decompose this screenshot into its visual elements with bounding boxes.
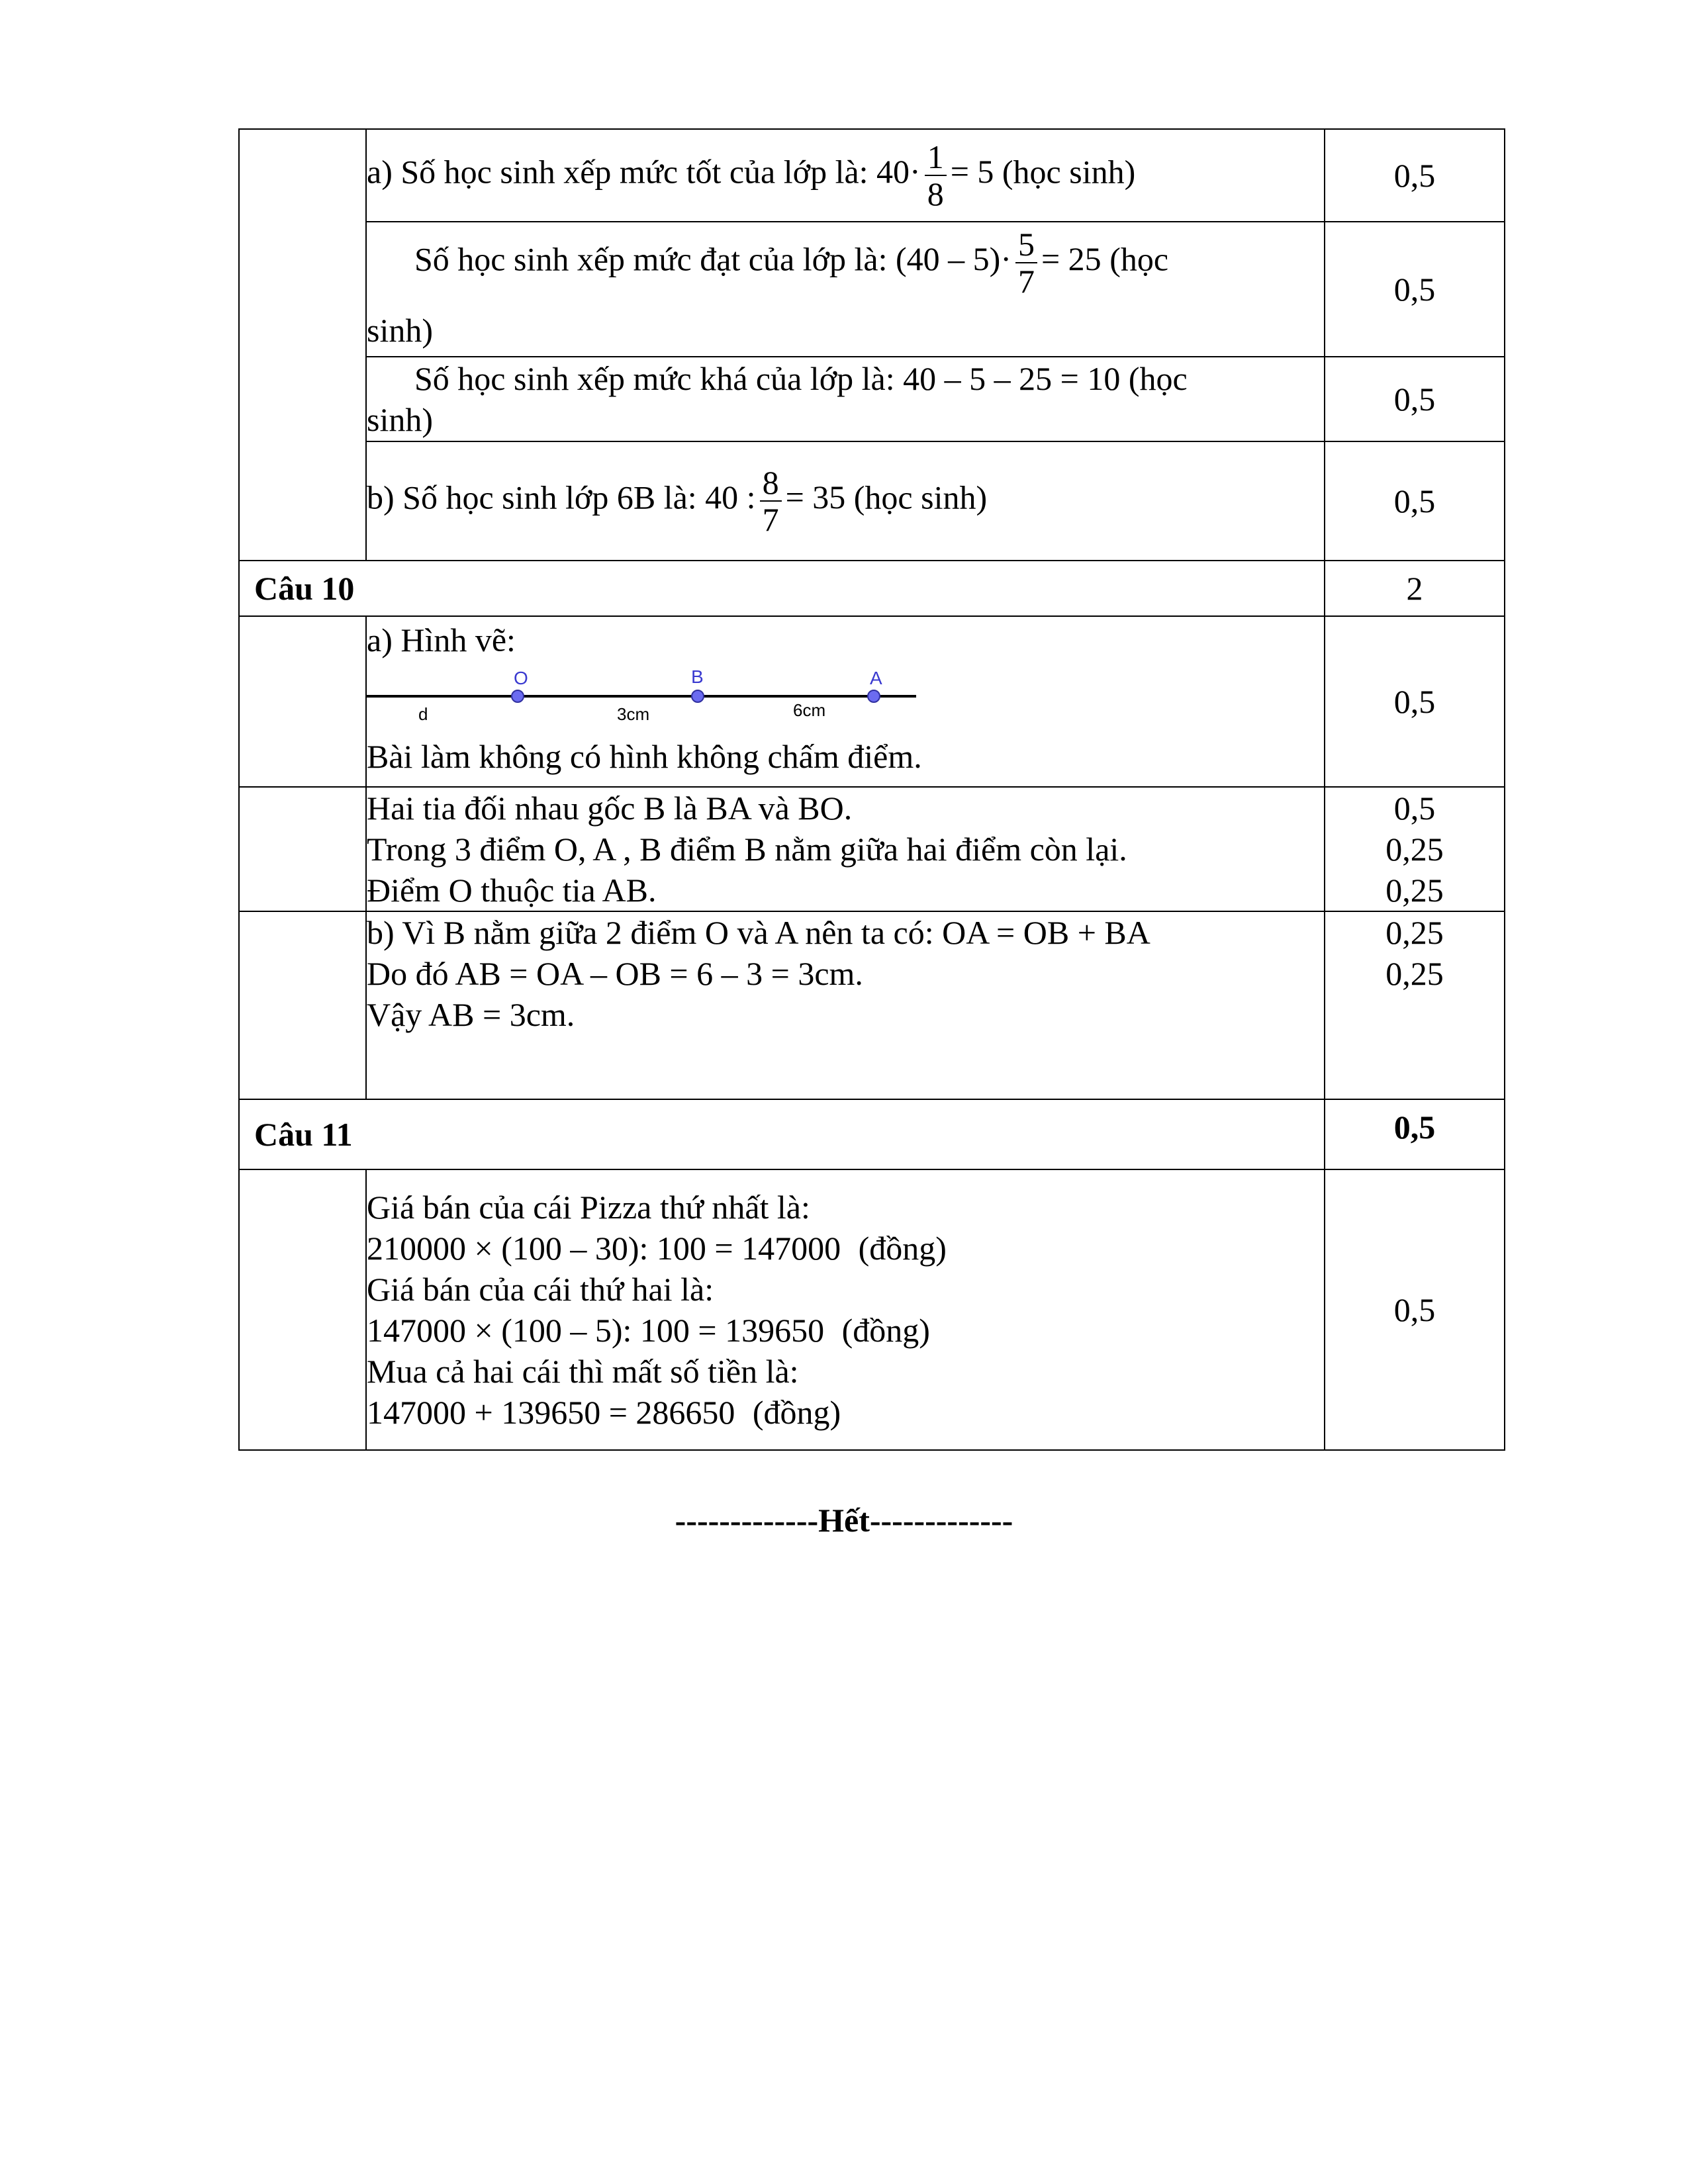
answer-cell <box>366 911 1325 1099</box>
table-row <box>239 357 1505 441</box>
figure-title: a) Hình vẽ: <box>367 621 516 659</box>
score-cell: 0,5 <box>1325 616 1505 787</box>
question-label: Câu 10 <box>239 561 1325 616</box>
math-expression: 210000 × (100 – 30): 100 = 147000 (đồng) <box>367 1230 947 1267</box>
score-cell: 0,5 <box>1325 1099 1505 1169</box>
question-label: Câu 11 <box>239 1099 1325 1169</box>
answer-cell <box>366 222 1325 357</box>
point-a-label: A <box>870 670 882 688</box>
point-o-marker <box>512 690 524 702</box>
answer-cell <box>366 129 1325 222</box>
question-cell <box>239 787 366 911</box>
table-row <box>239 129 1505 222</box>
table-row <box>239 1169 1505 1450</box>
segment-ba-label: 6cm <box>793 700 826 720</box>
table-row <box>239 616 1505 787</box>
math-expression: 40· $\frac{1}{8}$ = 5 <box>876 138 994 212</box>
math-expression: 147000 + 139650 = 286650 (đồng) <box>367 1394 841 1431</box>
line-label: d <box>418 704 428 724</box>
end-marker: -------------Hết------------- <box>675 1502 1013 1539</box>
answer-text: Hai tia đối nhau gốc B là BA và BO. <box>367 790 853 827</box>
answer-key-table <box>238 128 1505 1451</box>
score-cell: 0,5 <box>1325 357 1505 441</box>
answer-text: Điểm O thuộc tia AB. <box>367 872 657 909</box>
unit-text: sinh) <box>367 312 433 349</box>
answer-text: Vậy AB = 3cm. <box>367 996 575 1033</box>
question-header-row <box>239 1099 1505 1169</box>
table-row <box>239 911 1505 1099</box>
answer-text: Giá bán của cái Pizza thứ nhất là: <box>367 1189 810 1226</box>
table-row <box>239 787 1505 911</box>
answer-text: Số học sinh xếp mức đạt của lớp là: <box>414 240 888 278</box>
answer-cell <box>366 787 1325 911</box>
score-cell: 0,5 0,25 0,25 <box>1325 787 1505 911</box>
table-row <box>239 441 1505 561</box>
math-expression: 40 – 5 – 25 = 10 <box>903 360 1121 397</box>
point-o-label: O <box>514 670 528 688</box>
answer-cell <box>366 1169 1325 1450</box>
point-a-marker <box>868 690 880 702</box>
question-header-row <box>239 561 1505 616</box>
score-cell: 0,5 <box>1325 129 1505 222</box>
question-cell <box>239 1169 366 1450</box>
answer-cell <box>366 357 1325 441</box>
answer-text: b) Số học sinh lớp 6B là: <box>367 478 697 516</box>
answer-text: Mua cả hai cái thì mất số tiền là: <box>367 1353 799 1390</box>
score-cell: 0,25 0,25 <box>1325 911 1505 1099</box>
answer-text: Do đó AB = OA – OB = 6 – 3 = 3cm. <box>367 955 863 992</box>
math-expression: 40 : $\frac{8}{7}$ = 35 <box>705 464 846 538</box>
note-text: Bài làm không có hình không chấm điểm. <box>367 738 922 775</box>
unit-text: (học sinh) <box>853 478 988 516</box>
answer-cell <box>366 616 1325 787</box>
table-row <box>239 222 1505 357</box>
unit-text: (học <box>1109 240 1169 278</box>
segment-ob-label: 3cm <box>617 704 650 724</box>
answer-text: Số học sinh xếp mức khá của lớp là: <box>414 360 895 397</box>
score-cell: 0,5 <box>1325 1169 1505 1450</box>
math-expression: 147000 × (100 – 5): 100 = 139650 (đồng) <box>367 1312 930 1349</box>
score-cell: 0,5 <box>1325 441 1505 561</box>
answer-cell <box>366 441 1325 561</box>
segment-figure <box>367 670 962 729</box>
math-expression: (40 – 5)· $\frac{5}{7}$ = 25 <box>896 226 1102 300</box>
score-cell: 2 <box>1325 561 1505 616</box>
answer-text: Trong 3 điểm O, A , B điểm B nằm giữa hai điểm còn lại. <box>367 831 1127 868</box>
unit-text: (học <box>1128 360 1188 397</box>
point-b-marker <box>692 690 704 702</box>
question-cell <box>239 616 366 787</box>
question-cell <box>239 129 366 561</box>
unit-text: (học sinh) <box>1002 153 1136 191</box>
point-b-label: B <box>691 670 704 687</box>
unit-text: sinh) <box>367 401 433 438</box>
answer-text: Giá bán của cái thứ hai là: <box>367 1271 714 1308</box>
answer-text: a) Số học sinh xếp mức tốt của lớp là: <box>367 153 868 191</box>
score-cell: 0,5 <box>1325 222 1505 357</box>
answer-text: b) Vì B nằm giữa 2 điểm O và A nên ta có: OA = OB + BA <box>367 914 1150 951</box>
question-cell <box>239 911 366 1099</box>
